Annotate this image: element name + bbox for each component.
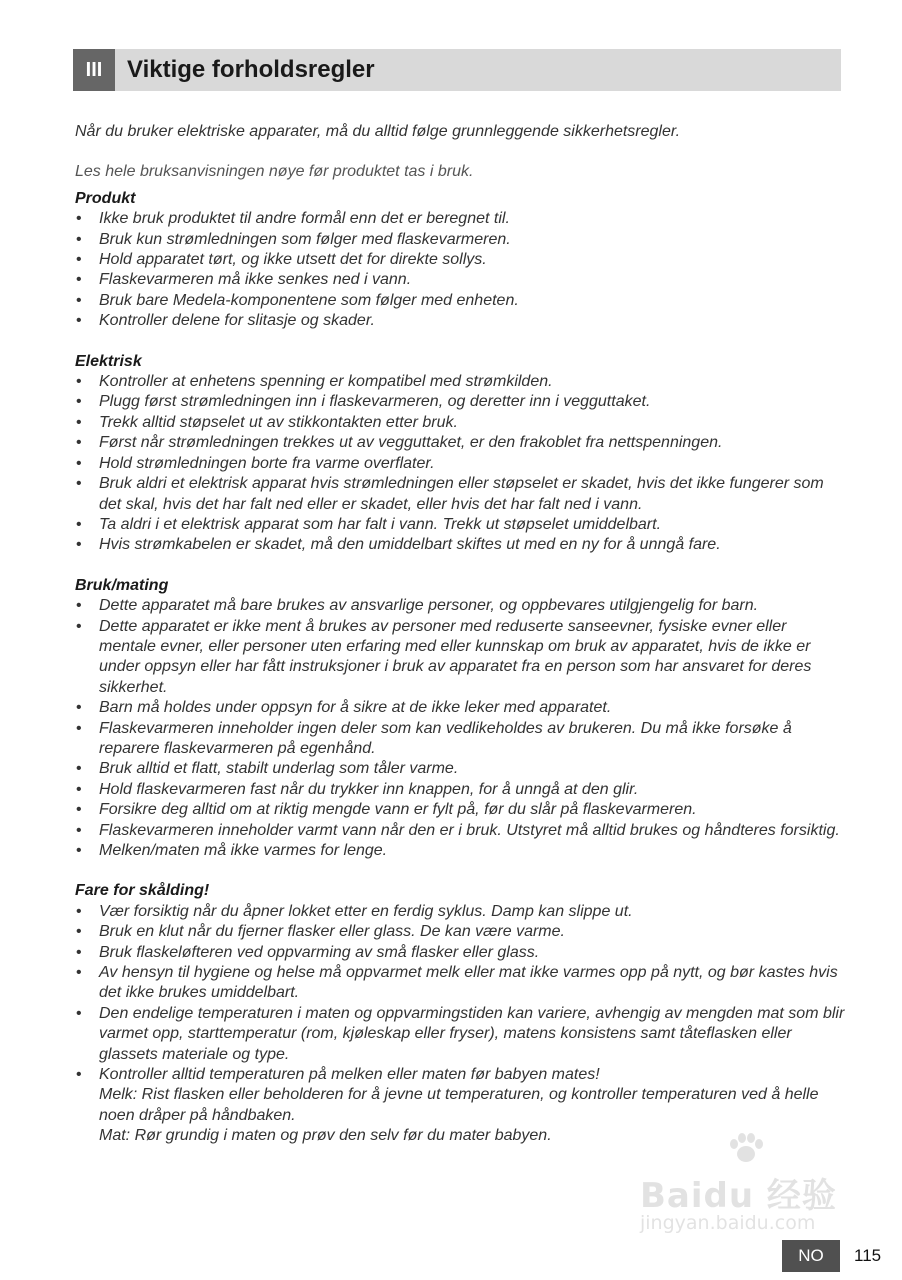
page-number: 115 [854, 1246, 882, 1265]
list-item: • Hvis strømkabelen er skadet, må den umiddelbart skiftes ut med en ny for å unngå fare. [75, 535, 845, 555]
list-item: • Flaskevarmeren inneholder ingen deler som kan vedlikeholdes av brukeren. Du må ikke forsøke å reparere flaskevarmeren på egenhånd. [75, 719, 845, 760]
bullet-list [75, 372, 845, 556]
list-item: • Den endelige temperaturen i maten og oppvarmingstiden kan variere, avhengig av mengden mat som blir varmet opp, starttemperatur (rom, kjøleskap eller fryser), matens konsistens samt tåteflasken eller glassets materiale og type. [75, 1004, 845, 1065]
list-item: • Vær forsiktig når du åpner lokket etter en ferdig syklus. Damp kan slippe ut. [75, 902, 845, 922]
list-item: • Ikke bruk produktet til andre formål enn det er beregnet til. [75, 209, 845, 229]
section-0 [75, 189, 845, 332]
document-body [75, 122, 845, 1147]
section-header [73, 49, 841, 91]
bullet-list [75, 596, 845, 861]
watermark [640, 1138, 850, 1238]
list-item: • Ta aldri i et elektrisk apparat som har falt i vann. Trekk ut støpselet umiddelbart. [75, 515, 845, 535]
language-badge: NO [782, 1240, 840, 1272]
list-item: • Forsikre deg alltid om at riktig mengde vann er fylt på, før du slår på flaskevarmeren. [75, 800, 845, 820]
section-heading: Fare for skålding! [75, 882, 210, 900]
intro-text: Når du bruker elektriske apparater, må du alltid følge grunnleggende sikkerhetsregler. [75, 123, 681, 140]
bullet-list [75, 902, 845, 1147]
list-item: • Av hensyn til hygiene og helse må oppvarmet melk eller mat ikke varmes opp på nytt, og bør kastes hvis det ikke brukes umiddelbart. [75, 963, 845, 1004]
list-item: • Bruk en klut når du fjerner flasker eller glass. De kan være varme. [75, 922, 845, 942]
intro-text-secondary: Les hele bruksanvisningen nøye før produktet tas i bruk. [75, 163, 474, 181]
section-heading: Elektrisk [75, 352, 142, 370]
list-item: • Dette apparatet er ikke ment å brukes av personer med reduserte sanseevner, fysiske evner eller mentale evner, eller personer uten erfaring med eller kunnskap om bruk av apparatet, hvis de ikke er under oppsyn eller har fått instruksjoner i bruk av apparatet fra en person som har ansvaret for deres sikkerhet. [75, 617, 845, 699]
page-title: Viktige forholdsregler [127, 56, 375, 83]
watermark-url: jingyan.baidu.com [640, 1212, 816, 1234]
section-1 [75, 352, 845, 556]
list-item: • Først når strømledningen trekkes ut av vegguttaket, er den frakoblet fra nettspenningen. [75, 433, 845, 453]
list-item: • Kontroller delene for slitasje og skader. [75, 311, 845, 331]
list-item: • Bruk aldri et elektrisk apparat hvis strømledningen eller støpselet er skadet, hvis det ikke fungerer som det skal, hvis det har falt ned eller er skadet, eller hvis det har falt ned i vann. [75, 474, 845, 515]
section-2 [75, 576, 845, 862]
bullet-list [75, 209, 845, 331]
list-item: • Melken/maten må ikke varmes for lenge. [75, 841, 845, 861]
list-item: • Bruk bare Medela-komponentene som følger med enheten. [75, 291, 845, 311]
section-heading: Produkt [75, 189, 136, 207]
list-item: • Kontroller at enhetens spenning er kompatibel med strømkilden. [75, 372, 845, 392]
list-item: • Plugg først strømledningen inn i flaskevarmeren, og deretter inn i vegguttaket. [75, 392, 845, 412]
list-item: • Barn må holdes under oppsyn for å sikre at de ikke leker med apparatet. [75, 698, 845, 718]
section-heading: Bruk/mating [75, 576, 169, 594]
paw-icon [726, 1132, 766, 1166]
list-item: • Hold flaskevarmeren fast når du trykker inn knappen, for å unngå at den glir. [75, 780, 845, 800]
list-item: • Trekk alltid støpselet ut av stikkontakten etter bruk. [75, 413, 845, 433]
list-item: • Hold strømledningen borte fra varme overflater. [75, 454, 845, 474]
list-item: • Dette apparatet må bare brukes av ansvarlige personer, og oppbevares utilgjengelig for barn. [75, 596, 845, 616]
list-item: • Bruk flaskeløfteren ved oppvarming av små flasker eller glass. [75, 943, 845, 963]
watermark-logo: Baidu 经验 [640, 1176, 837, 1216]
list-item: • Flaskevarmeren inneholder varmt vann når den er i bruk. Utstyret må alltid brukes og håndteres forsiktig. [75, 821, 845, 841]
list-item: • Hold apparatet tørt, og ikke utsett det for direkte sollys. [75, 250, 845, 270]
list-item: • Kontroller alltid temperaturen på melken eller maten før babyen mates! Melk: Rist flasken eller beholderen for å jevne ut temperaturen, og kontroller temperaturen ved å helle noen dråper på håndbaken. Mat: Rør grundig i maten og prøv den selv før du mater babyen. [75, 1065, 845, 1147]
sections-container [75, 189, 845, 1147]
section-3 [75, 881, 845, 1146]
section-number: III [73, 49, 115, 91]
list-item: • Flaskevarmeren må ikke senkes ned i vann. [75, 270, 845, 290]
list-item: • Bruk alltid et flatt, stabilt underlag som tåler varme. [75, 759, 845, 779]
list-item: • Bruk kun strømledningen som følger med flaskevarmeren. [75, 230, 845, 250]
